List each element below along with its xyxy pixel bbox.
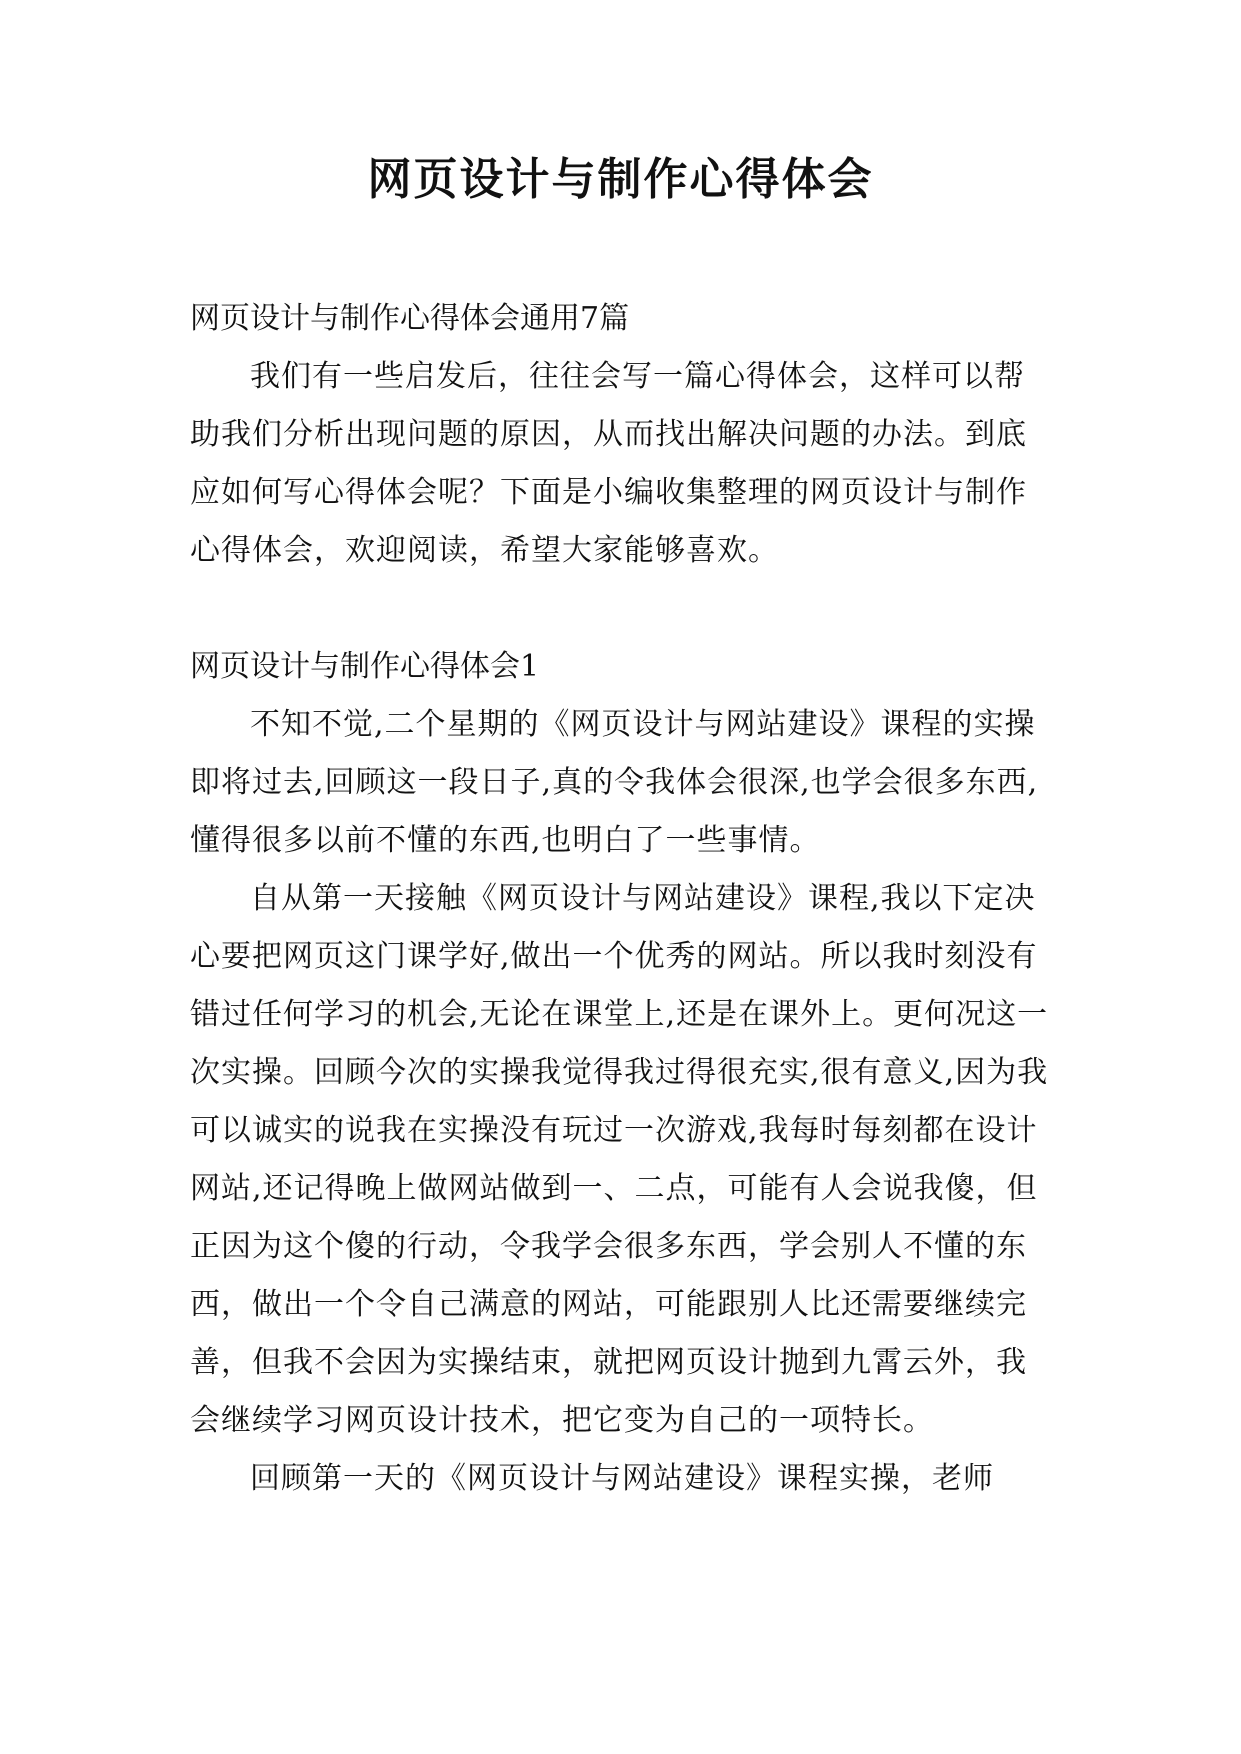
document-title: 网页设计与制作心得体会 bbox=[367, 154, 874, 205]
intro-heading: 网页设计与制作心得体会通用7篇 bbox=[190, 301, 630, 336]
document-body bbox=[190, 290, 1050, 1508]
section1-paragraph-3: 回顾第一天的《网页设计与网站建设》课程实操，老师 bbox=[250, 1461, 994, 1496]
section1-paragraph-1: 不知不觉,二个星期的《网页设计与网站建设》课程的实操即将过去,回顾这一段日子,真的令我体会很深,也学会很多东西,懂得很多以前不懂的东西,也明白了一些事情。 bbox=[190, 707, 1039, 858]
section-spacer bbox=[190, 580, 1050, 638]
section1-heading: 网页设计与制作心得体会1 bbox=[190, 649, 540, 684]
intro-paragraph: 我们有一些启发后，往往会写一篇心得体会，这样可以帮助我们分析出现问题的原因，从而找出解决问题的办法。到底应如何写心得体会呢？下面是小编收集整理的网页设计与制作心得体会，欢迎阅读，希望大家能够喜欢。 bbox=[190, 359, 1027, 568]
section1-paragraph-2: 自从第一天接触《网页设计与网站建设》课程,我以下定决心要把网页这门课学好,做出一个优秀的网站。所以我时刻没有错过任何学习的机会,无论在课堂上,还是在课外上。更何况这一次实操。回顾今次的实操我觉得我过得很充实,很有意义,因为我可以诚实的说我在实操没有玩过一次游戏,我每时每刻都在设计网站,还记得晚上做网站做到一、二点，可能有人会说我傻，但正因为这个傻的行动，令我学会很多东西，学会别人不懂的东西，做出一个令自己满意的网站，可能跟别人比还需要继续完善，但我不会因为实操结束，就把网页设计抛到九霄云外，我会继续学习网页设计技术，把它变为自己的一项特长。 bbox=[190, 881, 1049, 1438]
